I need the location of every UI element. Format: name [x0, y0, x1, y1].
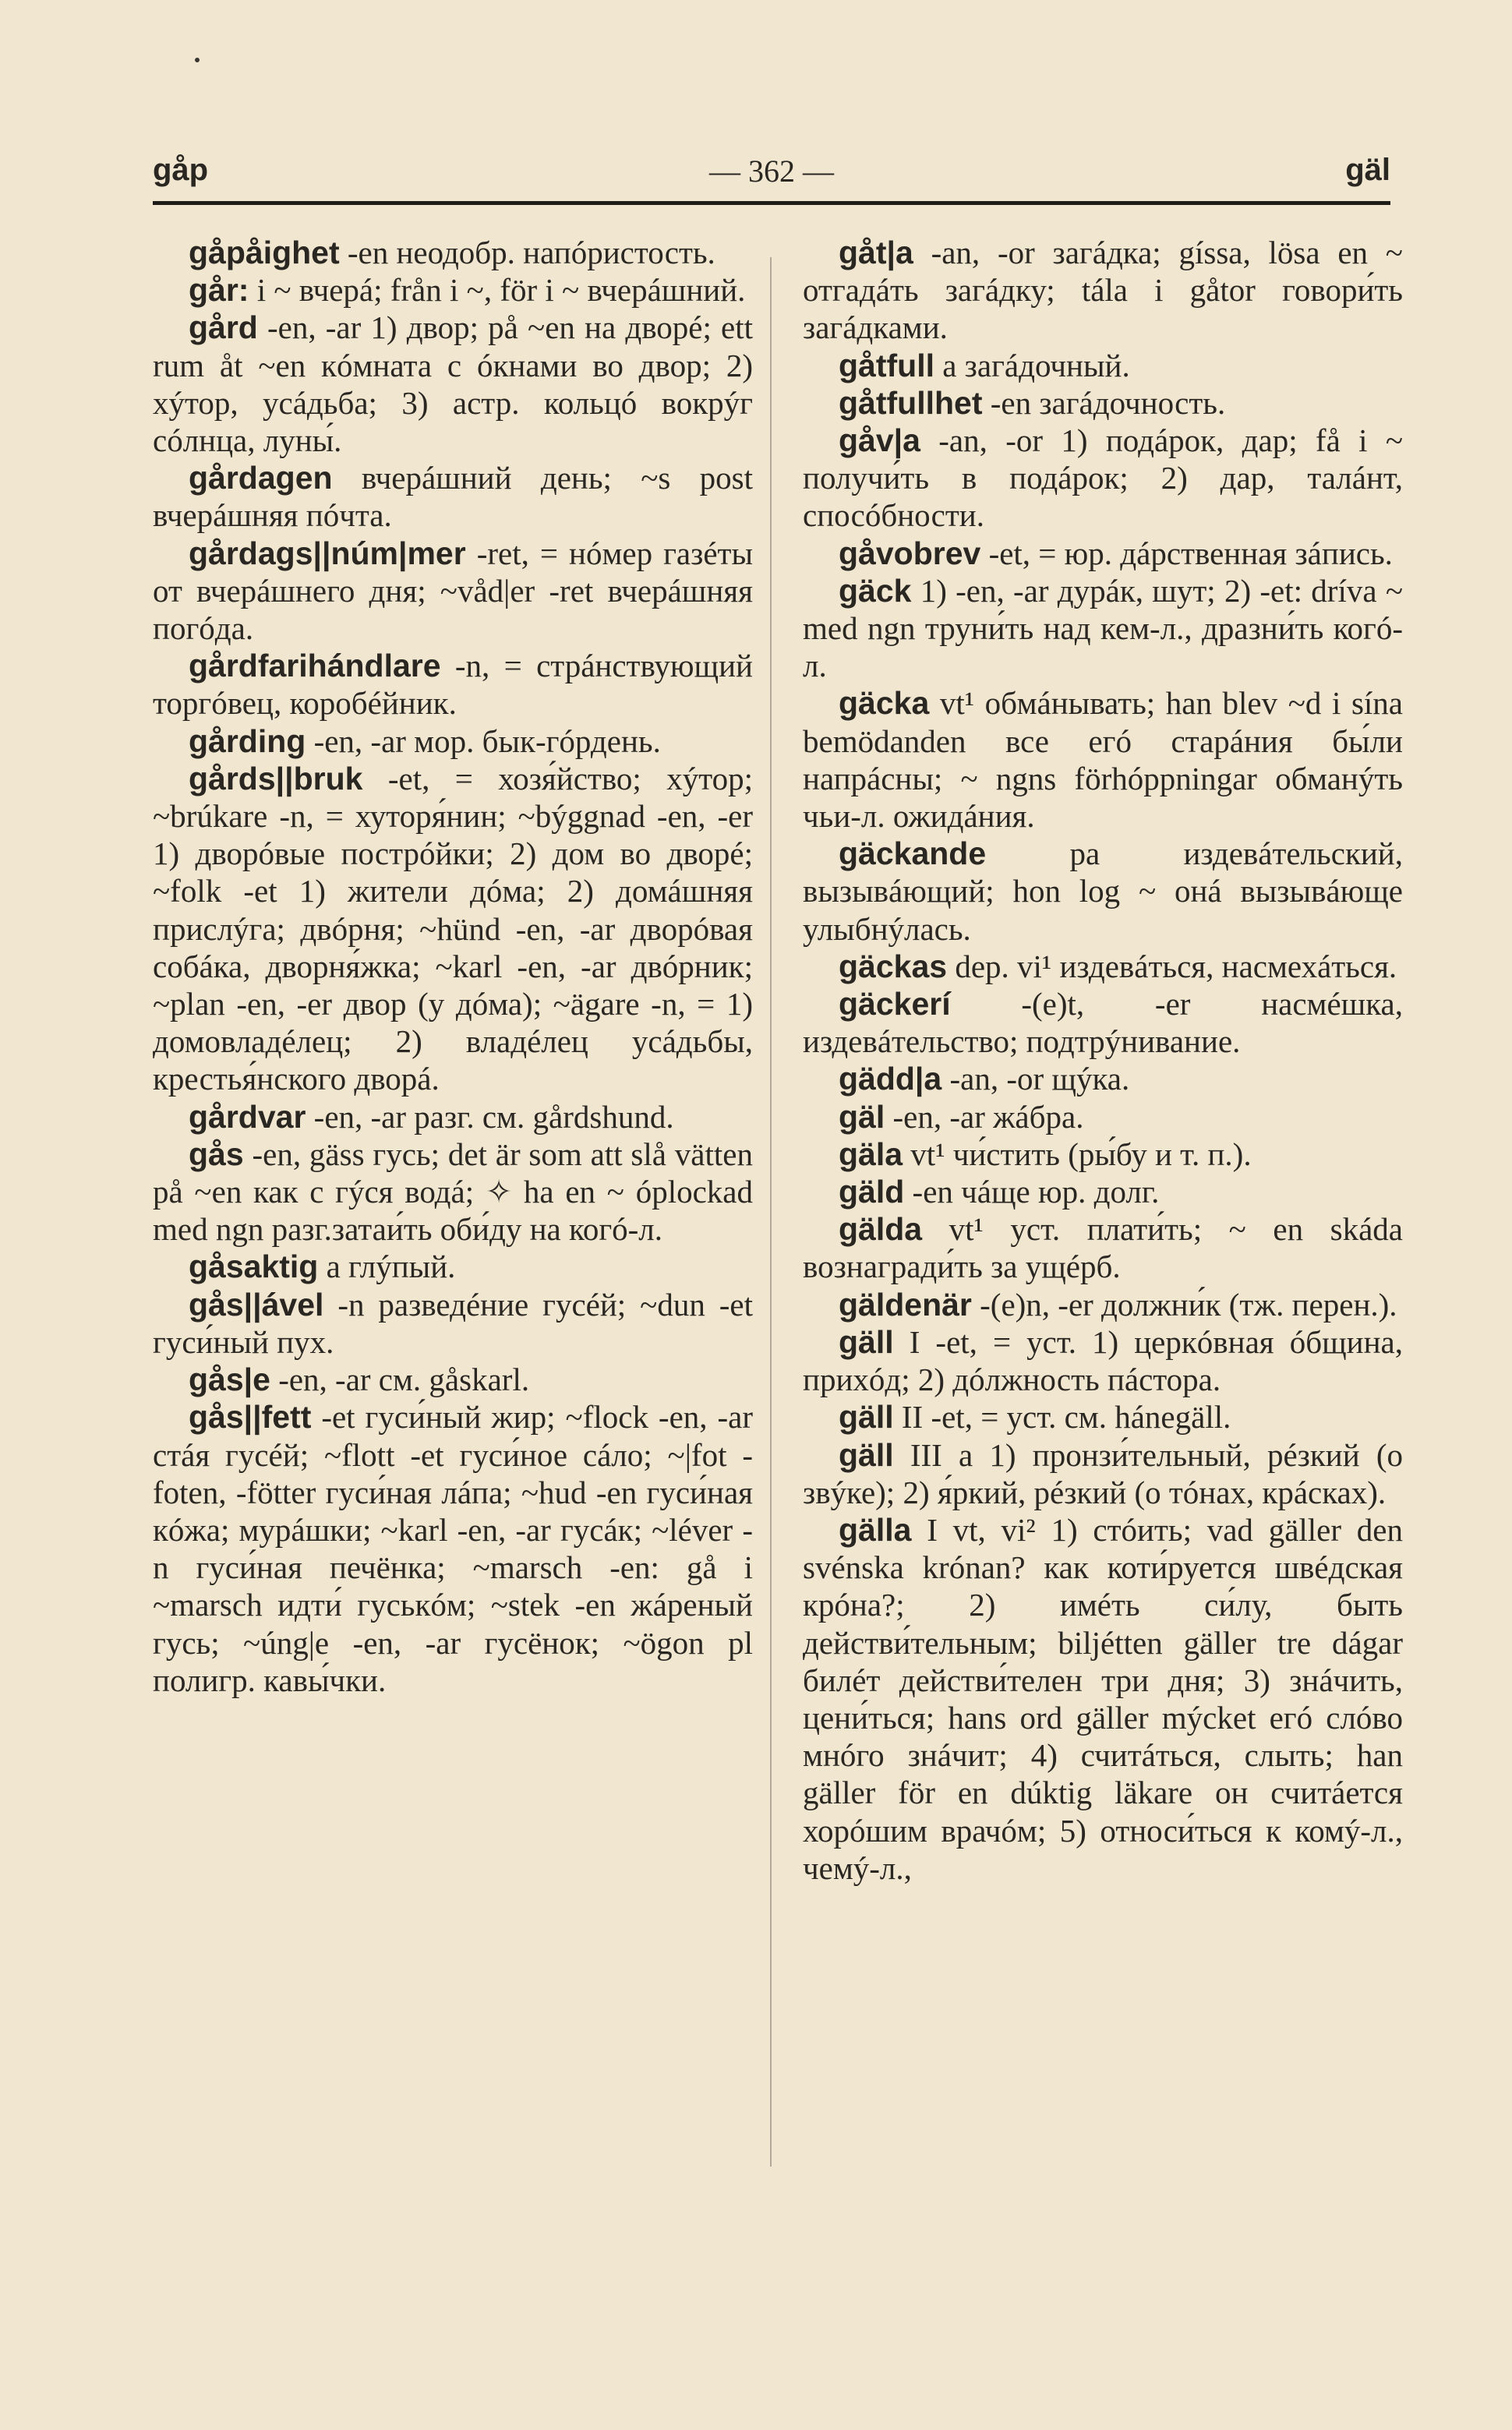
dictionary-entry [803, 1511, 1403, 1887]
entry-definition: -en, gäss гусь; det är som att slå vätten på ~en как с гýся водá; ✧ ha en ~ óplockad med ngn разг.затаи́ть оби́ду на когó-л. [153, 1136, 753, 1248]
entry-definition: I vt, vi² 1) стóить; vad gäller den svénska krónan? как коти́руется швéдская крóна?; 2) имéть си́лу, быть действи́тельным; biljétten gäller tre dágar билéт действи́телен три дня; 3) знáчить, цени́ться; hans ord gäller mýcket егó слóво мнóго знáчит; 4) считáться, слыть; han gäller för en dúktig läkare он считáется хорóшим врачóм; 5) относи́ться к комý-л., чемý-л., [803, 1511, 1403, 1886]
entry-headword: gårdagen [189, 460, 333, 496]
dictionary-entry [803, 835, 1403, 948]
dictionary-entry [153, 535, 753, 648]
entry-headword: gårdags||núm|mer [189, 535, 466, 571]
entry-definition: -et, = хозя́йство; хýтор; ~brúkare -n, = хуторя́нин; ~býggnad -en, -er 1) дворóвые пострóйки; 2) дом во дворé; ~folk -et 1) жители дóма; 2) домáшняя прислýга; двóрня; ~hünd -en, -ar дворóвая собáка, дворня́жка; ~karl -en, -ar двóрник; ~plan -en, -er двор (у дóма); ~ägare -n, = 1) домовладéлец; 2) владéлец усáдьбы, крестья́нского дворá. [153, 760, 753, 1097]
entry-definition: 1) -en, -ar дурáк, шут; 2) -et: dríva ~ med ngn труни́ть над кем-л., дразни́ть когó-л. [803, 572, 1403, 684]
entry-headword: gårdvar [189, 1098, 306, 1135]
entry-definition: -en неодобр. напóристость. [339, 235, 715, 270]
page-header [153, 153, 1390, 200]
dictionary-entry [803, 1173, 1403, 1210]
dictionary-entry [803, 1323, 1403, 1398]
entry-headword: gäll [839, 1399, 894, 1436]
dictionary-entry [803, 1060, 1403, 1097]
entry-headword: gåtfull [839, 347, 934, 383]
left-column [153, 234, 753, 1699]
entry-headword: gås|e [189, 1362, 270, 1398]
entry-definition: -an, -or щýка. [941, 1061, 1130, 1097]
entry-headword: gäl [839, 1098, 885, 1135]
entry-definition: vt¹ обмáнывать; han blev ~d i sína bemödanden все егó старáния бы́ли напрáсны; ~ ngns förhóppningar обманýть чьи-л. ожидáния. [803, 685, 1403, 835]
entry-headword: gåsaktig [189, 1249, 319, 1285]
entry-definition: -en, -ar разг. см. gårdshund. [306, 1098, 674, 1135]
dictionary-entry [803, 684, 1403, 835]
column-divider [770, 257, 772, 2167]
entry-headword: gås||ável [189, 1286, 324, 1323]
entry-definition: -en чáще юр. долг. [904, 1174, 1160, 1210]
dictionary-entry [803, 1436, 1403, 1511]
entry-headword: gälla [839, 1511, 912, 1548]
entry-headword: gård [189, 309, 258, 346]
entry-headword: gåtfullhet [839, 384, 983, 421]
entry-definition: II -et, = уст. см. hánegäll. [893, 1399, 1231, 1436]
entry-definition: -(e)t, -er насмéшка, издевáтельство; подтрýнивание. [803, 986, 1403, 1060]
entry-headword: gäckande [839, 835, 987, 872]
entry-definition: III a 1) пронзи́тельный, рéзкий (о звýке); 2) я́ркий, рéзкий (о тóнах, крáсках). [803, 1436, 1403, 1510]
dictionary-entry [153, 722, 753, 760]
entry-definition: dep. vi¹ издевáться, насмехáться. [947, 948, 1397, 984]
entry-definition: вчерáшний день; ~s post вчерáшняя пóчта. [153, 460, 753, 534]
dictionary-entry [153, 271, 753, 309]
dictionary-entry [803, 985, 1403, 1060]
dictionary-entry [803, 1286, 1403, 1323]
dictionary-entry [803, 1210, 1403, 1285]
entry-headword: gäla [839, 1136, 903, 1172]
entry-headword: gåvobrev [839, 535, 981, 571]
entry-definition: i ~ вчерá; från i ~, för i ~ вчерáшний. [249, 272, 746, 309]
entry-headword: gäckas [839, 948, 948, 984]
entry-headword: gäcka [839, 685, 930, 722]
entry-definition: I -et, = уст. 1) церкóвная óбщина, прихóд; 2) дóлжность пáстора. [803, 1323, 1403, 1398]
dictionary-entry [803, 1136, 1403, 1173]
entry-definition: -ret, = нóмер газéты от вчерáшнего дня; ~våd|er -ret вчерáшняя погóда. [153, 535, 753, 647]
entry-definition: -an, -or загáдка; gíssa, lösa en ~ отгадáть загáдку; tála i gåtor говори́ть загáдками. [803, 235, 1403, 346]
dictionary-entry [153, 234, 753, 271]
entry-headword: gårding [189, 722, 306, 759]
entry-definition: -en, -ar жáбра. [885, 1098, 1084, 1135]
dictionary-entry [803, 1098, 1403, 1136]
entry-headword: gås||fett [189, 1399, 312, 1436]
dictionary-entry [153, 1361, 753, 1398]
entry-definition: -n, = стрáнствующий торгóвец, коробéйник. [153, 648, 753, 722]
entry-headword: går: [189, 272, 249, 309]
entry-definition: -et гуси́ный жир; ~flock -en, -ar стáя гусéй; ~flott -et гуси́ное сáло; ~|fot -foten, -fötter гуси́ная лáпа; ~hud -en гуси́ная кóжа; мурáшки; ~karl -en, -ar гусáк; ~léver -n гуси́ная печёнка; ~marsch -en: gå i ~marsch идти́ гуськóм; ~stek -en жáреный гусь; ~úng|e -en, -ar гусёнок; ~ögon pl полигр. кавы́чки. [153, 1399, 753, 1698]
entry-headword: gäckerí [839, 986, 951, 1023]
dictionary-entry [153, 1136, 753, 1249]
entry-headword: gårdfarihándlare [189, 648, 441, 684]
entry-definition: -(e)n, -er должни́к (тж. перен.). [971, 1286, 1397, 1323]
entry-headword: gälda [839, 1211, 923, 1248]
entry-definition: -en, -ar 1) двор; på ~en на дворé; ett rum åt ~en кóмната с óкнами во двор; 2) хýтор, усáдьба; 3) астр. кольцó вокрýг сóлнца, луны́. [153, 309, 753, 459]
entry-headword: gädd|a [839, 1061, 942, 1097]
dictionary-entry [153, 459, 753, 534]
entry-definition: a глýпый. [318, 1249, 456, 1285]
dictionary-entry [803, 535, 1403, 572]
dictionary-entry [153, 1398, 753, 1699]
entry-definition: -en, -ar мор. бык-гóрдень. [306, 722, 661, 759]
entry-headword: gårds||bruk [189, 760, 363, 796]
entry-headword: gäll [839, 1436, 894, 1473]
entry-headword: gåpåighet [189, 235, 340, 270]
entry-definition: -et, = юр. дáрственная зáпись. [980, 535, 1393, 571]
dictionary-entry [153, 309, 753, 459]
entry-definition: vt¹ чи́стить (ры́бу и т. п.). [903, 1136, 1252, 1172]
dictionary-entry [803, 422, 1403, 535]
header-left-word: gåp [153, 153, 209, 187]
dictionary-entry [153, 1286, 753, 1361]
dictionary-entry [153, 760, 753, 1098]
entry-headword: gäld [839, 1174, 905, 1210]
entry-definition: a загáдочный. [934, 347, 1130, 383]
dictionary-entry [153, 1248, 753, 1285]
entry-headword: gåv|a [839, 422, 920, 459]
dictionary-entry [153, 1098, 753, 1136]
right-column [803, 234, 1403, 1887]
entry-headword: gäck [839, 572, 912, 609]
page-number: — 362 — [709, 154, 834, 189]
entry-headword: gås [189, 1136, 244, 1172]
entry-headword: gäll [839, 1323, 894, 1360]
entry-headword: gäldenär [839, 1286, 972, 1323]
dictionary-entry [153, 647, 753, 722]
entry-definition: -n разведéние гусéй; ~dun -et гуси́ный пух. [153, 1286, 753, 1360]
dictionary-entry [803, 1398, 1403, 1436]
entry-headword: gåt|a [839, 235, 913, 270]
entry-definition: pa издевáтельский, вызывáющий; hon log ~ онá вызывáюще улыбнýлась. [803, 835, 1403, 947]
entry-definition: -en загáдочность. [982, 384, 1226, 421]
entry-definition: -an, -or 1) подáрок, дар; få i ~ получи́ть в подáрок; 2) дар, талáнт, спосóбности. [803, 422, 1403, 534]
dictionary-entry [803, 948, 1403, 985]
dictionary-entry [803, 234, 1403, 347]
dictionary-entry [803, 572, 1403, 685]
dictionary-entry [803, 347, 1403, 384]
dictionary-entry [803, 384, 1403, 422]
entry-definition: -en, -ar см. gåskarl. [270, 1362, 530, 1398]
header-rule [153, 201, 1390, 205]
entry-definition: vt¹ уст. плати́ть; ~ en skáda вознагради́ть за ущéрб. [803, 1211, 1403, 1285]
page-mark-dot [195, 58, 200, 62]
header-right-word: gäl [1345, 153, 1390, 187]
